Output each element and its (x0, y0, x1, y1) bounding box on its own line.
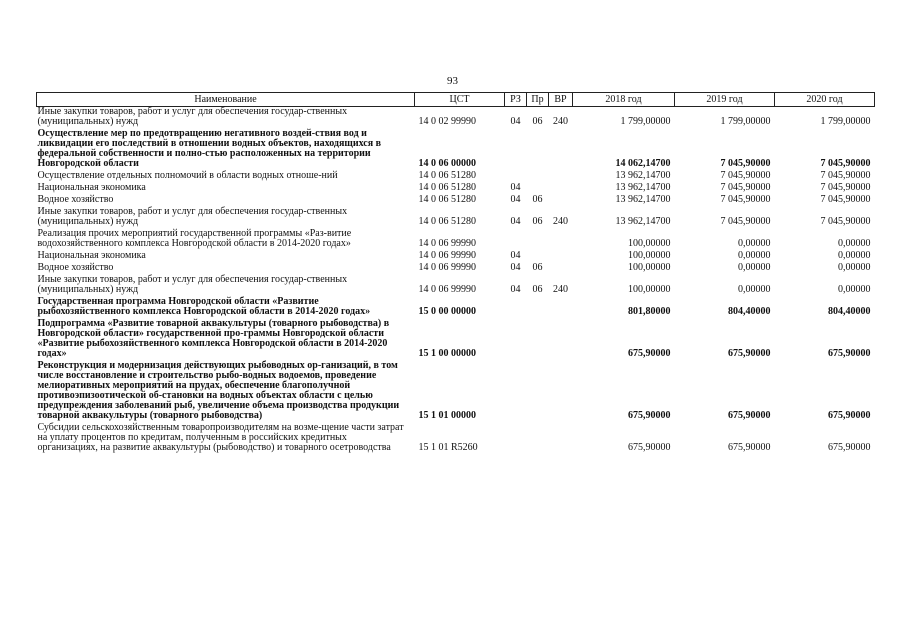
budget-table (36, 92, 875, 455)
row-value-2018: 100,00000 (628, 238, 671, 249)
table-body (37, 107, 875, 456)
row-value-2018: 675,90000 (628, 348, 671, 359)
row-name: Реализация прочих мероприятий государственной программы «Раз-витие водохозяйственного комплекса Новгородской области в 2014-2020 годах» (37, 228, 352, 249)
table-row (37, 107, 875, 130)
row-cst: 15 1 01 00000 (418, 410, 476, 421)
row-cst: 14 0 06 51280 (418, 170, 476, 181)
row-name: Осуществление мер по предотвращению негативного воздей-ствия вод и ликвидации его последствий в отношении водных объектов, находящихся в федеральной собственности и полно-стью расположенных на территории Новгородской области (37, 128, 382, 169)
row-pr: 06 (532, 194, 543, 205)
row-pr (527, 423, 549, 455)
row-value-2018: 13 962,14700 (615, 216, 671, 227)
row-pr (527, 129, 549, 171)
row-name: Национальная экономика (37, 182, 146, 193)
row-rz (505, 129, 527, 171)
row-vr (549, 297, 573, 319)
row-cst: 14 0 02 99990 (418, 116, 476, 127)
row-value-2018: 13 962,14700 (615, 182, 671, 193)
row-value-2018: 100,00000 (628, 250, 671, 261)
row-cst: 14 0 06 99990 (418, 262, 476, 273)
page-number: 93 (447, 75, 458, 87)
row-value-2018: 13 962,14700 (615, 170, 671, 181)
table-row (37, 319, 875, 361)
header-2018: 2018 год (573, 93, 675, 107)
row-value-2020: 675,90000 (828, 410, 871, 421)
row-rz: 04 (510, 194, 521, 205)
row-vr (549, 183, 573, 195)
header-cst: ЦСТ (415, 93, 505, 107)
table-row (37, 207, 875, 229)
row-cst: 14 0 06 99990 (418, 238, 476, 249)
row-rz: 04 (510, 250, 521, 261)
table-header-row (37, 93, 875, 107)
row-rz: 04 (510, 116, 521, 127)
row-value-2020: 1 799,00000 (820, 116, 871, 127)
header-2020: 2020 год (775, 93, 875, 107)
row-value-2018: 100,00000 (628, 262, 671, 273)
row-value-2018: 14 062,14700 (615, 158, 671, 169)
row-value-2019: 0,00000 (738, 284, 771, 295)
row-value-2019: 7 045,90000 (720, 158, 771, 169)
row-vr (549, 361, 573, 423)
row-value-2020: 7 045,90000 (820, 194, 871, 205)
row-vr (549, 251, 573, 263)
row-name: Государственная программа Новгородской области «Развитие рыбохозяйственного комплекса Новгородской области в 2014-2020 годах» (37, 296, 371, 317)
row-value-2019: 7 045,90000 (720, 170, 771, 181)
row-pr (527, 361, 549, 423)
row-cst: 14 0 06 00000 (418, 158, 476, 169)
row-value-2020: 0,00000 (838, 262, 871, 273)
row-cst: 14 0 06 51280 (418, 216, 476, 227)
table-row (37, 129, 875, 171)
header-vr: ВР (549, 93, 573, 107)
row-rz: 04 (510, 262, 521, 273)
row-name: Осуществление отдельных полномочий в области водных отноше-ний (37, 170, 338, 181)
row-vr (549, 263, 573, 275)
row-pr: 06 (532, 216, 543, 227)
row-value-2020: 7 045,90000 (820, 182, 871, 193)
row-name: Реконструкция и модернизация действующих рыбоводных ор-ганизаций, в том числе восстановление и строительство рыбо-водных водоемов, проведение мелиоративных мероприятий на прудах, обеспечение благополучной противоэпизоотической об-становки на водных объектах области с целью предупреждения заболеваний рыб, увеличение объема производства продукции товарной аквакультуры (товарного рыбоводства) (37, 360, 400, 421)
row-value-2019: 7 045,90000 (720, 182, 771, 193)
row-name: Субсидии сельскохозяйственным товаропроизводителям на возме-щение части затрат на уплату процентов по кредитам, полученным в российских кредитных организациях, на развитие аквакультуры (рыбоводство) и товарного осетроводства (37, 422, 404, 453)
row-value-2019: 0,00000 (738, 250, 771, 261)
row-name: Водное хозяйство (37, 262, 114, 273)
row-rz (505, 423, 527, 455)
row-cst: 15 0 00 00000 (418, 306, 476, 317)
table-row (37, 275, 875, 297)
row-rz (505, 229, 527, 251)
row-pr: 06 (532, 284, 543, 295)
row-name: Иные закупки товаров, работ и услуг для обеспечения государ-ственных (муниципальных) нужд (37, 274, 348, 295)
row-vr (549, 423, 573, 455)
row-value-2019: 804,40000 (728, 306, 771, 317)
row-value-2019: 7 045,90000 (720, 194, 771, 205)
row-value-2020: 804,40000 (828, 306, 871, 317)
row-value-2020: 7 045,90000 (820, 216, 871, 227)
row-rz (505, 297, 527, 319)
row-value-2018: 100,00000 (628, 284, 671, 295)
row-vr (549, 229, 573, 251)
row-vr: 240 (553, 216, 568, 227)
table-row (37, 297, 875, 319)
row-pr (527, 319, 549, 361)
row-value-2020: 675,90000 (828, 442, 871, 453)
row-rz: 04 (510, 182, 521, 193)
table-row (37, 361, 875, 423)
row-pr: 06 (532, 262, 543, 273)
row-value-2019: 0,00000 (738, 262, 771, 273)
table-row (37, 229, 875, 251)
row-value-2018: 13 962,14700 (615, 194, 671, 205)
row-value-2018: 675,90000 (628, 442, 671, 453)
row-vr (549, 129, 573, 171)
row-pr (527, 171, 549, 183)
table-row (37, 423, 875, 455)
row-value-2018: 801,80000 (628, 306, 671, 317)
row-vr: 240 (553, 284, 568, 295)
row-value-2018: 675,90000 (628, 410, 671, 421)
row-value-2020: 7 045,90000 (820, 170, 871, 181)
row-name: Иные закупки товаров, работ и услуг для обеспечения государ-ственных (муниципальных) нужд (37, 106, 348, 127)
row-rz (505, 361, 527, 423)
row-value-2019: 1 799,00000 (720, 116, 771, 127)
row-cst: 15 1 01 R5260 (418, 442, 478, 453)
row-value-2020: 0,00000 (838, 250, 871, 261)
row-vr: 240 (553, 116, 568, 127)
row-value-2020: 0,00000 (838, 238, 871, 249)
row-cst: 14 0 06 99990 (418, 250, 476, 261)
row-value-2020: 675,90000 (828, 348, 871, 359)
row-cst: 15 1 00 00000 (418, 348, 476, 359)
row-pr (527, 229, 549, 251)
row-rz: 04 (510, 216, 521, 227)
row-value-2019: 675,90000 (728, 442, 771, 453)
row-vr (549, 319, 573, 361)
row-value-2019: 7 045,90000 (720, 216, 771, 227)
row-value-2020: 7 045,90000 (820, 158, 871, 169)
row-pr (527, 297, 549, 319)
row-cst: 14 0 06 51280 (418, 194, 476, 205)
row-cst: 14 0 06 51280 (418, 182, 476, 193)
row-value-2019: 675,90000 (728, 410, 771, 421)
header-2019: 2019 год (675, 93, 775, 107)
row-pr: 06 (532, 116, 543, 127)
header-pr: Пр (527, 93, 549, 107)
row-value-2018: 1 799,00000 (620, 116, 671, 127)
header-rz: РЗ (505, 93, 527, 107)
row-value-2020: 0,00000 (838, 284, 871, 295)
row-rz: 04 (510, 284, 521, 295)
header-name: Наименование (37, 93, 415, 107)
row-vr (549, 195, 573, 207)
row-value-2019: 675,90000 (728, 348, 771, 359)
row-cst: 14 0 06 99990 (418, 284, 476, 295)
row-vr (549, 171, 573, 183)
row-value-2019: 0,00000 (738, 238, 771, 249)
row-name: Национальная экономика (37, 250, 146, 261)
row-name: Иные закупки товаров, работ и услуг для обеспечения государ-ственных (муниципальных) нужд (37, 206, 348, 227)
row-name: Подпрограмма «Развитие товарной аквакультуры (товарного рыбоводства) в Новгородской области» государственной про-граммы Новгородской области «Развитие рыбохозяйственного комплекса Новгородской области в 2014-2020 годах» (37, 318, 390, 359)
row-rz (505, 319, 527, 361)
row-name: Водное хозяйство (37, 194, 114, 205)
